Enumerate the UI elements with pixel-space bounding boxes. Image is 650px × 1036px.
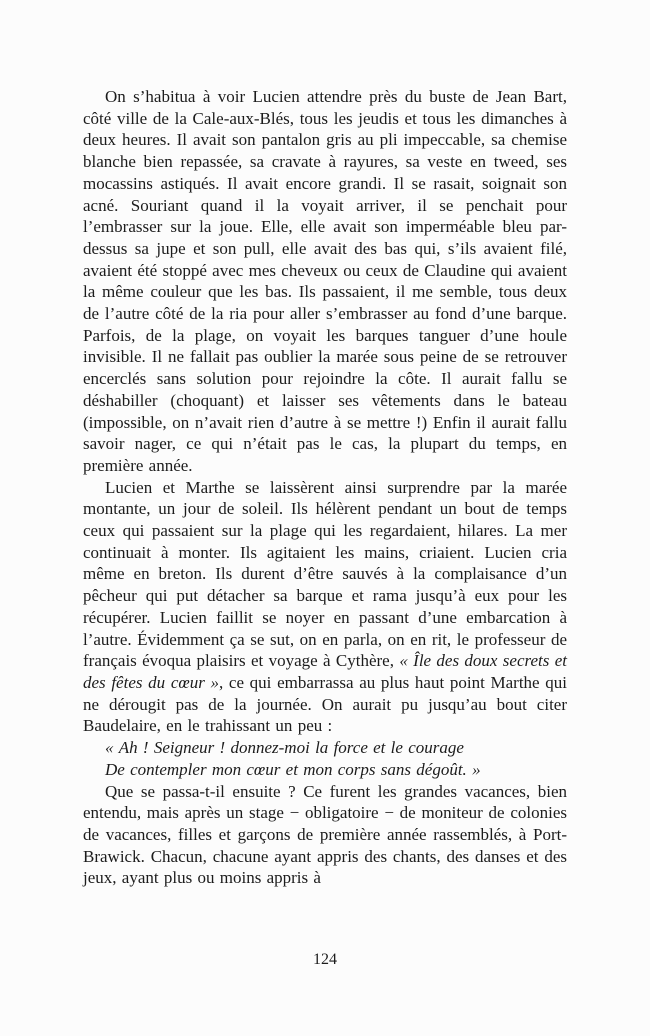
paragraph-2 xyxy=(83,477,567,737)
text-run: , ce qui embarrassa au plus haut point Marthe qui ne dérougit pas de la journée. On aurait pu jusqu’au bout citer Baudelaire, en le trahissant un peu : xyxy=(83,672,567,736)
verse-line-2 xyxy=(83,759,567,781)
text-run: De contempler mon cœur et mon corps sans dégoût. » xyxy=(105,759,481,779)
page-number: 124 xyxy=(313,951,337,968)
page-text-block xyxy=(83,86,567,889)
text-run: Lucien et Marthe se laissèrent ainsi surprendre par la marée montante, un jour de soleil. Ils hélèrent pendant un bout de temps ceux qui passaient sur la plage qui les regardaient, hilares. La mer continuait à monter. Ils agitaient les mains, criaient. Lucien cria même en breton. Ils durent d’être sauvés à la complaisance d’un pêcheur qui put détacher sa barque et rama jusqu’à eux pour les récupérer. Lucien faillit se noyer en passant d’une embarcation à l’autre. Évidemment ça se sut, on en parla, on en rit, le professeur de français évoqua plaisirs et voyage à Cythère, xyxy=(83,477,567,671)
text-run: On s’habitua à voir Lucien attendre près du buste de Jean Bart, côté ville de la Cale-aux-Blés, tous les jeudis et tous les dimanches à deux heures. Il avait son pantalon gris au pli impeccable, sa chemise blanche bien repassée, sa cravate à rayures, sa veste en tweed, ses mocassins astiqués. Il avait encore grandi. Il se rasait, soignait son acné. Souriant quand il la voyait arriver, il se penchait pour l’embrasser sur la joue. Elle, elle avait son imperméable bleu par-dessus sa jupe et son pull, elle avait des bas qui, s’ils avaient filé, avaient été stoppé avec mes cheveux ou ceux de Claudine qui avaient la même couleur que les bas. Ils passaient, il me semble, tous deux de l’autre côté de la ria pour aller s’embrasser au fond d’une barque. Parfois, de la plage, on voyait les barques tanguer d’une houle invisible. Il ne fallait pas oublier la marée sous peine de se retrouver encerclés sans solution pour rejoindre la côte. Il aurait fallu se déshabiller (choquant) et laisser ses vêtements dans le bateau (impossible, on n’avait rien d’autre à se mettre !) Enfin il aurait fallu savoir nager, ce qui n’était pas le cas, la plupart du temps, en première année. xyxy=(83,87,567,475)
text-run: Que se passa-t-il ensuite ? Ce furent les grandes vacances, bien entendu, mais après un stage − obligatoire − de moniteur de colonies de vacances, filles et garçons de première année rassemblés, à Port-Brawick. Chacun, chacune ayant appris des chants, des danses et des jeux, ayant plus ou moins appris à xyxy=(83,781,567,888)
text-run: « Ah ! Seigneur ! donnez-moi la force et le courage xyxy=(105,738,464,758)
text-run: « Île des doux secrets et des fêtes du cœur » xyxy=(83,651,567,692)
paragraph-1 xyxy=(83,86,567,477)
paragraph-3 xyxy=(83,781,567,890)
verse-line-1 xyxy=(83,737,567,759)
